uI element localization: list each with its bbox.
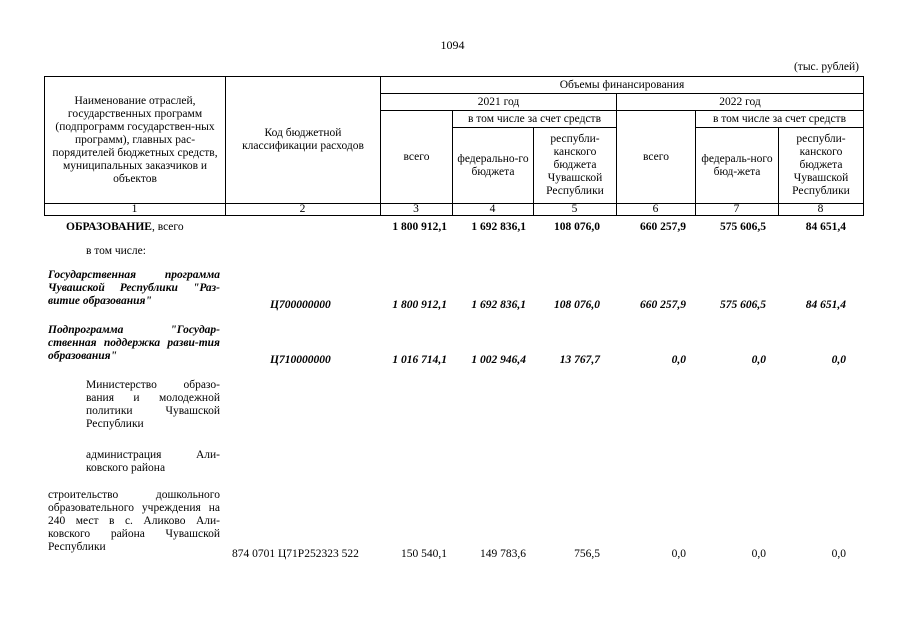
subprogram-republic-2021: 13 767,7 xyxy=(559,354,600,366)
header-code-column: Код бюджетной классификации расходов xyxy=(242,127,364,152)
column-number: 8 xyxy=(817,203,824,215)
column-number: 5 xyxy=(571,203,578,215)
construction-republic-2022: 0,0 xyxy=(831,548,846,560)
column-number: 2 xyxy=(299,203,306,215)
program-federal-2021: 1 692 836,1 xyxy=(471,299,526,311)
education-republic-2021: 108 076,0 xyxy=(554,221,600,233)
header-federal-2021: федерально-го бюджета xyxy=(457,152,529,178)
header-name-column: Наименование отраслей, государственных программ (подпрограмм государствен-ных программ), главных рас-порядителей бюджетных средств, муниципальных заказчиков и объектов xyxy=(52,94,218,185)
subprogram-name: Подпрограмма "Государ-ственная поддержка разви-тия образования" xyxy=(48,324,220,362)
header-federal-2022: федераль-ного бюд-жета xyxy=(701,152,773,178)
ministry-name: Министерство образо-вания и молодежной политики Чувашской Республики xyxy=(86,379,220,430)
education-total-2021: 1 800 912,1 xyxy=(392,221,447,233)
construction-total-2022: 0,0 xyxy=(671,548,686,560)
header-total-2022: всего xyxy=(643,150,669,163)
header-total-2021: всего xyxy=(403,150,430,163)
subprogram-code: Ц710000000 xyxy=(270,354,331,366)
header-financing: Объемы финансирования xyxy=(559,78,685,91)
construction-republic-2021: 756,5 xyxy=(574,548,600,560)
program-republic-2022: 84 651,4 xyxy=(805,299,846,311)
construction-total-2021: 150 540,1 xyxy=(401,548,447,560)
education-federal-2021: 1 692 836,1 xyxy=(471,221,526,233)
units-note: (тыс. рублей) xyxy=(793,61,859,73)
column-number: 1 xyxy=(131,203,138,215)
education-title: ОБРАЗОВАНИЕ xyxy=(66,221,152,233)
program-republic-2021: 108 076,0 xyxy=(554,299,600,311)
education-suffix: , всего xyxy=(151,221,184,233)
page-number: 1094 xyxy=(440,38,465,52)
subprogram-total-2021: 1 016 714,1 xyxy=(392,354,447,366)
construction-code: 874 0701 Ц71Р252323 522 xyxy=(232,548,359,560)
header-including-2022: в том числе за счет средств xyxy=(712,112,847,125)
program-name: Государственная программа Чувашской Республики "Раз-витие образования" xyxy=(48,269,220,307)
table-header xyxy=(44,76,863,216)
header-republic-2022: республи-канского бюджета Чувашской Республики xyxy=(792,133,850,197)
construction-federal-2021: 149 783,6 xyxy=(480,548,526,560)
header-republic-2021: республи-канского бюджета Чувашской Республики xyxy=(546,133,604,197)
education-federal-2022: 575 606,5 xyxy=(720,221,766,233)
column-number: 7 xyxy=(733,203,740,215)
subprogram-republic-2022: 0,0 xyxy=(831,354,846,366)
row-education-name xyxy=(66,221,184,234)
column-number: 3 xyxy=(413,203,419,215)
subprogram-total-2022: 0,0 xyxy=(671,354,686,366)
administration-name: администрация Али-ковского района xyxy=(86,449,220,474)
header-including-2021: в том числе за счет средств xyxy=(467,112,602,125)
subprogram-federal-2021: 1 002 946,4 xyxy=(471,354,526,366)
education-republic-2022: 84 651,4 xyxy=(805,221,846,233)
program-code: Ц700000000 xyxy=(270,299,331,311)
education-total-2022: 660 257,9 xyxy=(640,221,686,233)
program-total-2022: 660 257,9 xyxy=(640,299,686,311)
header-year-2022: 2022 год xyxy=(719,95,761,108)
construction-federal-2022: 0,0 xyxy=(751,548,766,560)
including-label: в том числе: xyxy=(86,245,146,257)
column-number: 6 xyxy=(652,203,659,215)
construction-name: строительство дошкольного образовательного учреждения на 240 мест в с. Аликово Али-ковского района Чувашской Республики xyxy=(48,489,220,553)
subprogram-federal-2022: 0,0 xyxy=(751,354,766,366)
column-number: 4 xyxy=(489,203,496,215)
program-total-2021: 1 800 912,1 xyxy=(392,299,447,311)
header-year-2021: 2021 год xyxy=(477,95,520,108)
program-federal-2022: 575 606,5 xyxy=(720,299,766,311)
